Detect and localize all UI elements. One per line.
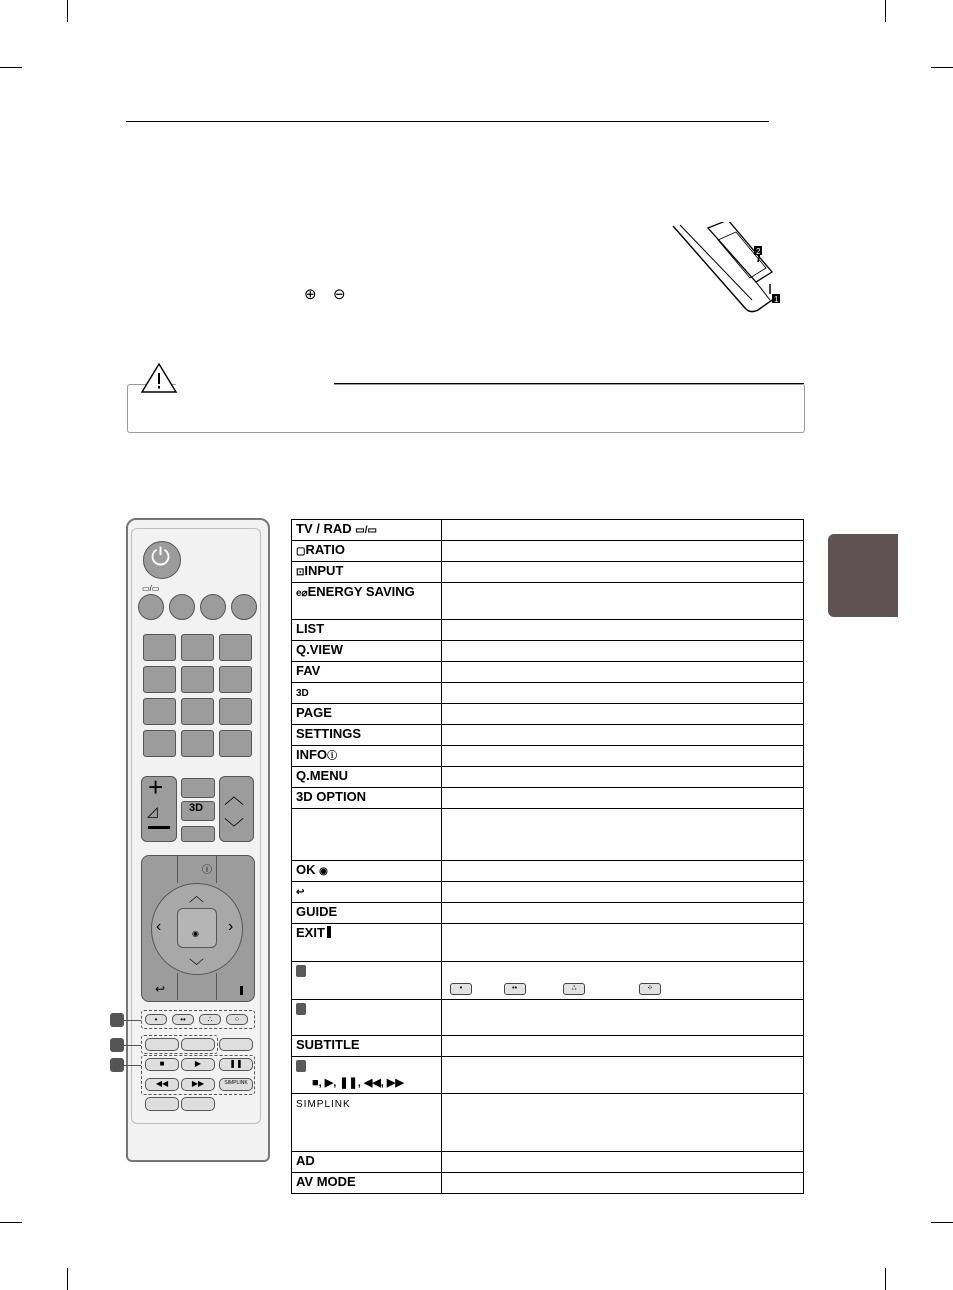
q-view-key (219, 730, 252, 757)
crop-mark (931, 67, 953, 68)
key-label: SUBTITLE (296, 1037, 360, 1052)
marker-1 (296, 965, 306, 977)
ratio-icon: ▢ (296, 546, 306, 557)
table-row (292, 1057, 804, 1094)
tv-rad-icon: ▭/▭ (142, 584, 160, 593)
number-key (219, 698, 252, 725)
table-row (292, 1152, 804, 1173)
input-button (200, 594, 226, 620)
warning-triangle-icon (140, 362, 178, 394)
crop-mark (931, 1222, 953, 1223)
number-key (143, 666, 176, 693)
key-label: FAV (296, 663, 321, 678)
red-button: • (450, 983, 472, 995)
caution-rule (334, 383, 804, 384)
number-key (143, 634, 176, 661)
chevron-down-icon: ﹀ (224, 818, 244, 840)
marker-1 (110, 1013, 124, 1027)
back-icon: ↩ (296, 887, 305, 898)
arrow-up-icon: ︿ (189, 888, 205, 905)
pause-button: ❚❚ (219, 1058, 253, 1071)
key-label: AD (296, 1153, 315, 1168)
key-label: TV / RAD (296, 521, 352, 536)
header-rule (126, 121, 769, 122)
table-row (292, 882, 804, 903)
three-d-icon: 3D (189, 802, 204, 814)
t-opt-button (181, 1038, 215, 1051)
svg-text:1: 1 (774, 295, 779, 304)
ok-icon: ◉ (319, 866, 328, 877)
table-row (292, 788, 804, 809)
simplink-button: SIMPLINK (219, 1078, 253, 1091)
key-label: Q.MENU (296, 768, 348, 783)
table-row (292, 924, 804, 962)
crop-mark (67, 0, 68, 22)
table-row (292, 809, 804, 861)
table-row (292, 583, 804, 620)
table-row (292, 541, 804, 562)
number-key (181, 634, 214, 661)
yellow-button: ∴ (563, 983, 585, 995)
caution-box (127, 384, 805, 433)
volume-up-icon: + (148, 772, 164, 802)
exit-icon (327, 926, 331, 938)
av-mode-button (181, 1097, 215, 1111)
number-key (219, 666, 252, 693)
playback-keys-label: ■, ▶, ❚❚, ◀◀, ▶▶ (312, 1077, 404, 1089)
key-label: Q.VIEW (296, 642, 343, 657)
battery-cover-illustration (670, 222, 785, 322)
volume-down-icon (148, 826, 170, 829)
key-label: RATIO (305, 542, 345, 557)
table-row (292, 641, 804, 662)
arrow-right-icon: › (228, 918, 234, 935)
ok-button (177, 908, 217, 948)
table-row (292, 1000, 804, 1036)
green-button: •• (172, 1014, 194, 1025)
info-icon: ⓘ (202, 865, 212, 876)
power-icon: ⏻ (151, 544, 170, 571)
number-key (143, 698, 176, 725)
play-button: ▶ (181, 1058, 215, 1071)
red-button: • (145, 1014, 167, 1025)
svg-text:2: 2 (756, 247, 761, 256)
arrow-down-icon: ﹀ (189, 958, 205, 975)
energy-saving-icon: e⌀ (296, 588, 308, 599)
key-label: ENERGY SAVING (307, 584, 415, 599)
key-label: AV MODE (296, 1174, 356, 1189)
plus-icon: ⊕ (304, 286, 317, 303)
number-key (219, 634, 252, 661)
energy-saving-button (231, 594, 257, 620)
key-label: OK (296, 862, 316, 877)
exit-icon (240, 986, 243, 995)
key-label: INFO (296, 747, 328, 762)
marker-2 (110, 1038, 124, 1052)
key-label: GUIDE (296, 904, 338, 919)
fav-button (181, 778, 215, 798)
table-row (292, 520, 804, 541)
yellow-button: ∴ (199, 1014, 221, 1025)
section-tab (828, 534, 898, 617)
tv-rad-icon: ▭/▭ (355, 525, 377, 536)
table-row (292, 1173, 804, 1194)
table-row (292, 562, 804, 583)
crop-mark (67, 1268, 68, 1290)
table-row (292, 1094, 804, 1152)
list-key (143, 730, 176, 757)
tv-rad-button (138, 594, 164, 620)
crop-mark (0, 67, 22, 68)
table-row (292, 1036, 804, 1057)
key-label: 3D OPTION (296, 789, 367, 804)
table-row (292, 861, 804, 882)
fast-forward-button: ▶▶ (181, 1078, 215, 1091)
blue-button: ⁘ (639, 983, 661, 995)
green-button: •• (504, 983, 526, 995)
table-row (292, 662, 804, 683)
crop-mark (885, 0, 886, 22)
subtitle-button (219, 1038, 253, 1051)
table-row (292, 746, 804, 767)
ad-button (145, 1097, 179, 1111)
mute-button (181, 826, 215, 842)
stop-button: ■ (145, 1058, 179, 1071)
key-label: EXIT (296, 925, 325, 940)
table-row (292, 962, 804, 1000)
number-key (181, 698, 214, 725)
number-key (181, 730, 214, 757)
crop-mark (0, 1222, 22, 1223)
remote-keys-table (291, 519, 804, 1194)
table-row (292, 704, 804, 725)
arrow-left-icon: ‹ (156, 918, 162, 935)
ratio-button (169, 594, 195, 620)
key-label: INPUT (304, 563, 344, 578)
key-label: SETTINGS (296, 726, 362, 741)
marker-3 (110, 1058, 124, 1072)
minus-icon: ⊖ (333, 286, 346, 303)
volume-icon: ◿ (147, 803, 158, 819)
key-label: LIST (296, 621, 325, 636)
text-button (145, 1038, 179, 1051)
input-icon: ⊡ (296, 567, 305, 578)
marker-2 (296, 1003, 306, 1015)
number-key (181, 666, 214, 693)
back-icon: ↩ (155, 982, 166, 996)
rewind-button: ◀◀ (145, 1078, 179, 1091)
key-label: PAGE (296, 705, 332, 720)
simplink-logo: SIMPLINK (296, 1099, 351, 1110)
chevron-up-icon: ︿ (224, 786, 244, 808)
ok-icon: ◉ (192, 929, 199, 938)
marker-3 (296, 1060, 306, 1072)
table-row (292, 683, 804, 704)
info-icon: ⓘ (327, 751, 338, 762)
table-row (292, 620, 804, 641)
table-row (292, 725, 804, 746)
crop-mark (885, 1268, 886, 1290)
table-row (292, 767, 804, 788)
table-row (292, 903, 804, 924)
blue-button: ⁘ (226, 1014, 248, 1025)
3d-icon: 3D (296, 688, 309, 699)
